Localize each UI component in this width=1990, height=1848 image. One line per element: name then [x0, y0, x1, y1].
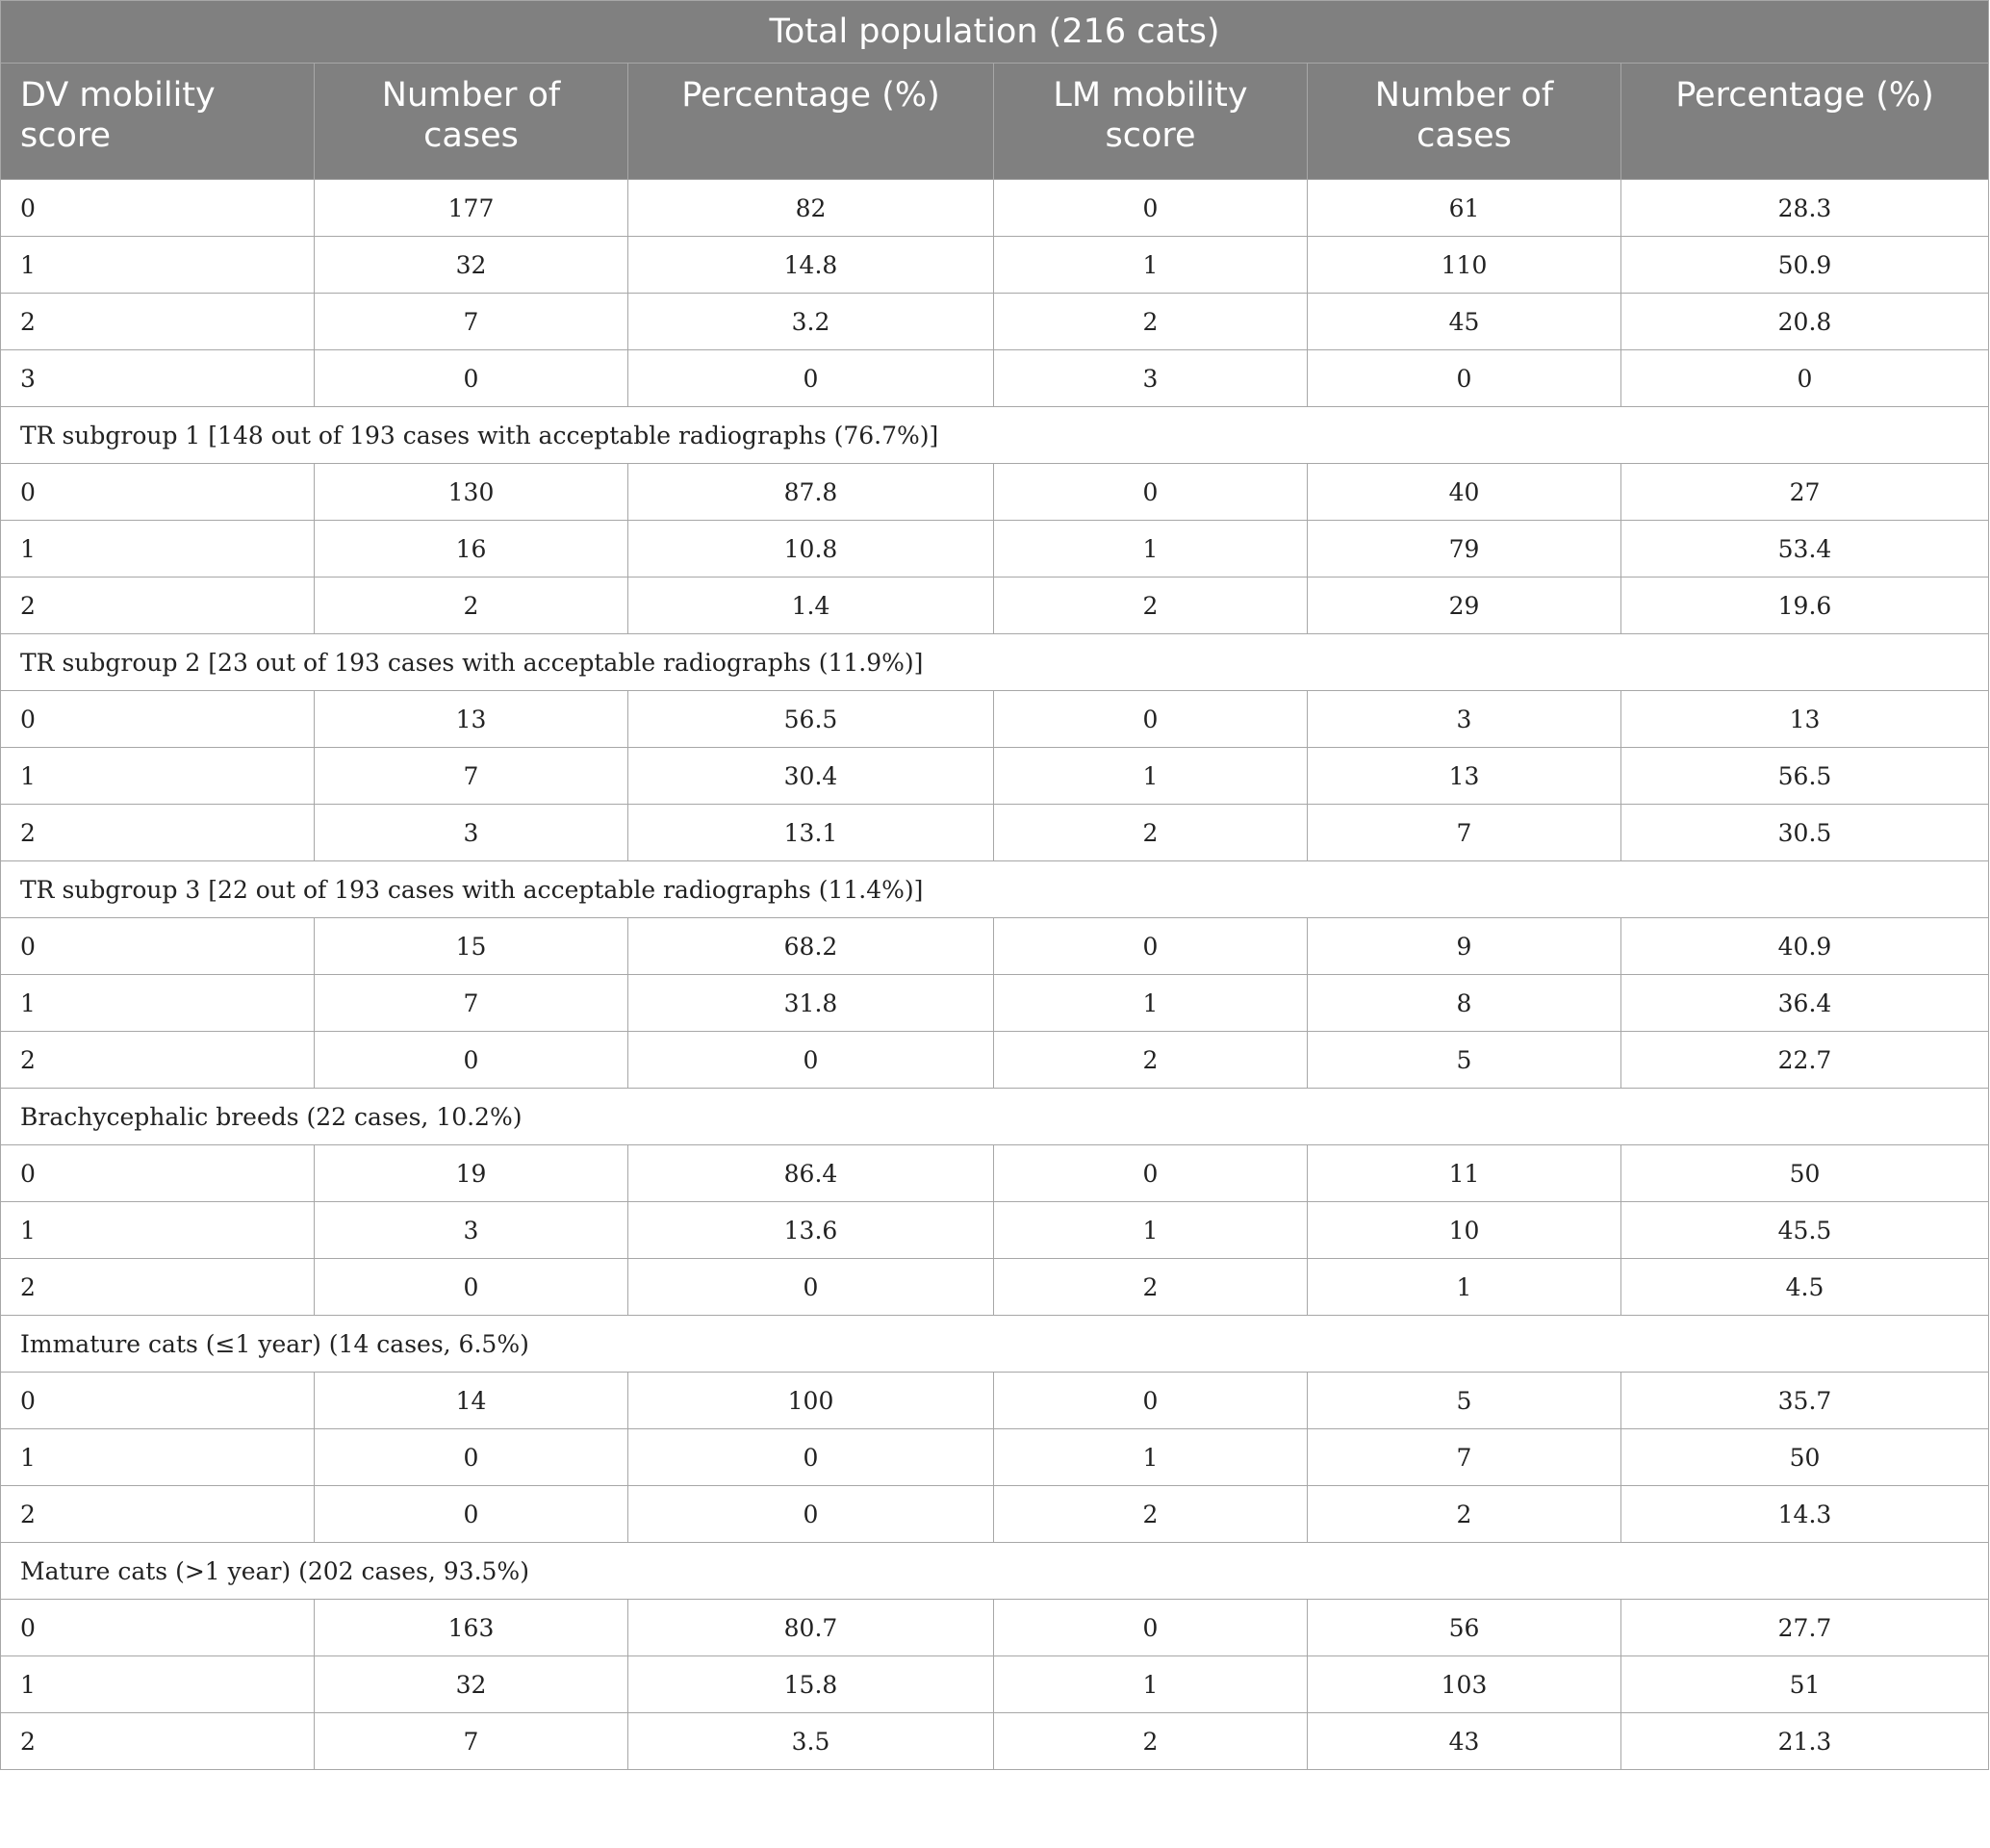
cell-dv-score: 2 [1, 1032, 315, 1089]
cell-dv-score: 1 [1, 1202, 315, 1259]
cell-dv-percentage: 1.4 [628, 578, 994, 634]
cell-dv-percentage: 13.1 [628, 805, 994, 861]
cell-dv-score: 2 [1, 1259, 315, 1316]
cell-dv-score: 1 [1, 975, 315, 1032]
cell-dv-score: 0 [1, 918, 315, 975]
cell-lm-score: 1 [994, 748, 1308, 805]
cell-lm-cases: 7 [1308, 1429, 1621, 1486]
cell-lm-score: 0 [994, 918, 1308, 975]
cell-dv-percentage: 86.4 [628, 1145, 994, 1202]
section-label: Immature cats (≤1 year) (14 cases, 6.5%) [1, 1316, 1989, 1373]
section-row [1, 861, 1989, 918]
cell-lm-percentage: 21.3 [1621, 1713, 1989, 1770]
cell-lm-score: 2 [994, 1032, 1308, 1089]
cell-lm-score: 1 [994, 237, 1308, 294]
table-body [1, 180, 1989, 1770]
cell-dv-score: 1 [1, 1429, 315, 1486]
cell-dv-score: 1 [1, 748, 315, 805]
header-dv-mobility-score: DV mobility score [1, 64, 315, 180]
cell-lm-cases: 5 [1308, 1373, 1621, 1429]
cell-lm-percentage: 36.4 [1621, 975, 1989, 1032]
cell-dv-percentage: 80.7 [628, 1600, 994, 1656]
cell-lm-percentage: 13 [1621, 691, 1989, 748]
title-row [1, 1, 1989, 64]
table-row [1, 975, 1989, 1032]
table-row [1, 180, 1989, 237]
cell-dv-score: 2 [1, 578, 315, 634]
section-row [1, 1089, 1989, 1145]
cell-lm-score: 2 [994, 578, 1308, 634]
cell-lm-cases: 61 [1308, 180, 1621, 237]
section-label: Brachycephalic breeds (22 cases, 10.2%) [1, 1089, 1989, 1145]
cell-dv-score: 2 [1, 805, 315, 861]
section-row [1, 407, 1989, 464]
cell-dv-cases: 163 [315, 1600, 628, 1656]
cell-dv-score: 0 [1, 464, 315, 521]
table-header [1, 1, 1989, 180]
cell-lm-score: 0 [994, 1373, 1308, 1429]
cell-dv-cases: 177 [315, 180, 628, 237]
cell-dv-score: 0 [1, 1145, 315, 1202]
cell-dv-percentage: 100 [628, 1373, 994, 1429]
cell-lm-percentage: 4.5 [1621, 1259, 1989, 1316]
cell-lm-percentage: 27 [1621, 464, 1989, 521]
header-dv-percentage: Percentage (%) [628, 64, 994, 180]
cell-lm-cases: 45 [1308, 294, 1621, 350]
cell-lm-percentage: 19.6 [1621, 578, 1989, 634]
cell-dv-score: 2 [1, 1486, 315, 1543]
table-row [1, 578, 1989, 634]
header-dv-number-of-cases: Number of cases [315, 64, 628, 180]
cell-lm-cases: 11 [1308, 1145, 1621, 1202]
table-row [1, 691, 1989, 748]
table-row [1, 350, 1989, 407]
cell-lm-cases: 3 [1308, 691, 1621, 748]
section-label: TR subgroup 2 [23 out of 193 cases with acceptable radiographs (11.9%)] [1, 634, 1989, 691]
cell-dv-percentage: 0 [628, 1486, 994, 1543]
table-row [1, 1259, 1989, 1316]
header-lm-mobility-score: LM mobility score [994, 64, 1308, 180]
section-row [1, 1543, 1989, 1600]
cell-lm-percentage: 20.8 [1621, 294, 1989, 350]
column-header-row [1, 64, 1989, 180]
cell-dv-cases: 7 [315, 748, 628, 805]
cell-dv-cases: 7 [315, 975, 628, 1032]
cell-dv-cases: 3 [315, 1202, 628, 1259]
cell-lm-cases: 7 [1308, 805, 1621, 861]
cell-lm-percentage: 28.3 [1621, 180, 1989, 237]
header-lm-percentage: Percentage (%) [1621, 64, 1989, 180]
cell-lm-percentage: 27.7 [1621, 1600, 1989, 1656]
cell-lm-score: 0 [994, 1145, 1308, 1202]
cell-dv-score: 0 [1, 691, 315, 748]
cell-dv-score: 3 [1, 350, 315, 407]
cell-dv-percentage: 82 [628, 180, 994, 237]
cell-lm-percentage: 40.9 [1621, 918, 1989, 975]
cell-lm-score: 1 [994, 975, 1308, 1032]
cell-dv-percentage: 0 [628, 1259, 994, 1316]
cell-lm-score: 2 [994, 1713, 1308, 1770]
cell-lm-score: 0 [994, 464, 1308, 521]
cell-dv-score: 1 [1, 237, 315, 294]
section-label: TR subgroup 1 [148 out of 193 cases with acceptable radiographs (76.7%)] [1, 407, 1989, 464]
cell-lm-cases: 56 [1308, 1600, 1621, 1656]
cell-lm-score: 1 [994, 1656, 1308, 1713]
cell-dv-percentage: 87.8 [628, 464, 994, 521]
cell-lm-cases: 110 [1308, 237, 1621, 294]
table-row [1, 464, 1989, 521]
cell-lm-cases: 40 [1308, 464, 1621, 521]
cell-dv-cases: 14 [315, 1373, 628, 1429]
cell-lm-percentage: 30.5 [1621, 805, 1989, 861]
cell-lm-percentage: 51 [1621, 1656, 1989, 1713]
cell-dv-score: 2 [1, 294, 315, 350]
cell-dv-cases: 7 [315, 294, 628, 350]
cell-dv-cases: 13 [315, 691, 628, 748]
cell-dv-score: 1 [1, 1656, 315, 1713]
cell-dv-percentage: 56.5 [628, 691, 994, 748]
cell-dv-percentage: 10.8 [628, 521, 994, 578]
cell-dv-cases: 16 [315, 521, 628, 578]
table-row [1, 237, 1989, 294]
cell-dv-percentage: 3.5 [628, 1713, 994, 1770]
cell-dv-cases: 2 [315, 578, 628, 634]
cell-dv-percentage: 3.2 [628, 294, 994, 350]
cell-lm-percentage: 50 [1621, 1429, 1989, 1486]
cell-lm-cases: 1 [1308, 1259, 1621, 1316]
table-title: Total population (216 cats) [1, 1, 1989, 64]
table-row [1, 1600, 1989, 1656]
section-label: TR subgroup 3 [22 out of 193 cases with acceptable radiographs (11.4%)] [1, 861, 1989, 918]
cell-lm-percentage: 14.3 [1621, 1486, 1989, 1543]
cell-dv-percentage: 31.8 [628, 975, 994, 1032]
cell-lm-score: 1 [994, 1429, 1308, 1486]
cell-dv-score: 0 [1, 180, 315, 237]
cell-dv-score: 0 [1, 1600, 315, 1656]
table-row [1, 1373, 1989, 1429]
cell-lm-cases: 29 [1308, 578, 1621, 634]
cell-dv-cases: 0 [315, 1486, 628, 1543]
cell-lm-score: 1 [994, 521, 1308, 578]
cell-dv-cases: 3 [315, 805, 628, 861]
table-row [1, 294, 1989, 350]
cell-dv-percentage: 68.2 [628, 918, 994, 975]
cell-lm-cases: 8 [1308, 975, 1621, 1032]
cell-dv-percentage: 0 [628, 350, 994, 407]
cell-lm-score: 2 [994, 805, 1308, 861]
table-row [1, 918, 1989, 975]
table-row [1, 1486, 1989, 1543]
cell-dv-cases: 32 [315, 237, 628, 294]
cell-dv-score: 0 [1, 1373, 315, 1429]
header-lm-number-of-cases: Number of cases [1308, 64, 1621, 180]
table-row [1, 1145, 1989, 1202]
cell-lm-percentage: 50 [1621, 1145, 1989, 1202]
cell-lm-cases: 79 [1308, 521, 1621, 578]
cell-dv-cases: 32 [315, 1656, 628, 1713]
cell-dv-percentage: 13.6 [628, 1202, 994, 1259]
cell-lm-percentage: 56.5 [1621, 748, 1989, 805]
cell-lm-cases: 10 [1308, 1202, 1621, 1259]
cell-dv-cases: 7 [315, 1713, 628, 1770]
table-row [1, 1429, 1989, 1486]
cell-dv-cases: 130 [315, 464, 628, 521]
cell-dv-cases: 0 [315, 350, 628, 407]
cell-lm-percentage: 50.9 [1621, 237, 1989, 294]
cell-lm-cases: 2 [1308, 1486, 1621, 1543]
table-row [1, 1032, 1989, 1089]
cell-lm-score: 2 [994, 1486, 1308, 1543]
cell-lm-score: 1 [994, 1202, 1308, 1259]
cell-dv-percentage: 14.8 [628, 237, 994, 294]
cell-lm-cases: 13 [1308, 748, 1621, 805]
cell-lm-cases: 5 [1308, 1032, 1621, 1089]
table-row [1, 521, 1989, 578]
cell-dv-score: 1 [1, 521, 315, 578]
cell-dv-score: 2 [1, 1713, 315, 1770]
table-row [1, 748, 1989, 805]
cell-lm-score: 2 [994, 294, 1308, 350]
cell-dv-cases: 0 [315, 1259, 628, 1316]
cell-lm-cases: 43 [1308, 1713, 1621, 1770]
section-label: Mature cats (>1 year) (202 cases, 93.5%) [1, 1543, 1989, 1600]
cell-lm-cases: 103 [1308, 1656, 1621, 1713]
cell-dv-percentage: 30.4 [628, 748, 994, 805]
cell-lm-percentage: 0 [1621, 350, 1989, 407]
cell-lm-score: 0 [994, 1600, 1308, 1656]
cell-lm-percentage: 35.7 [1621, 1373, 1989, 1429]
section-row [1, 634, 1989, 691]
cell-dv-cases: 0 [315, 1032, 628, 1089]
section-row [1, 1316, 1989, 1373]
cell-lm-score: 2 [994, 1259, 1308, 1316]
cell-dv-percentage: 0 [628, 1032, 994, 1089]
cell-lm-percentage: 22.7 [1621, 1032, 1989, 1089]
cell-lm-cases: 9 [1308, 918, 1621, 975]
cell-dv-cases: 19 [315, 1145, 628, 1202]
table-row [1, 1202, 1989, 1259]
cell-lm-score: 0 [994, 691, 1308, 748]
table-row [1, 1713, 1989, 1770]
cell-dv-cases: 15 [315, 918, 628, 975]
table-row [1, 805, 1989, 861]
cell-lm-percentage: 45.5 [1621, 1202, 1989, 1259]
cell-lm-score: 0 [994, 180, 1308, 237]
cell-dv-percentage: 15.8 [628, 1656, 994, 1713]
cell-lm-score: 3 [994, 350, 1308, 407]
cell-lm-percentage: 53.4 [1621, 521, 1989, 578]
cell-dv-cases: 0 [315, 1429, 628, 1486]
cell-dv-percentage: 0 [628, 1429, 994, 1486]
table-row [1, 1656, 1989, 1713]
cell-lm-cases: 0 [1308, 350, 1621, 407]
